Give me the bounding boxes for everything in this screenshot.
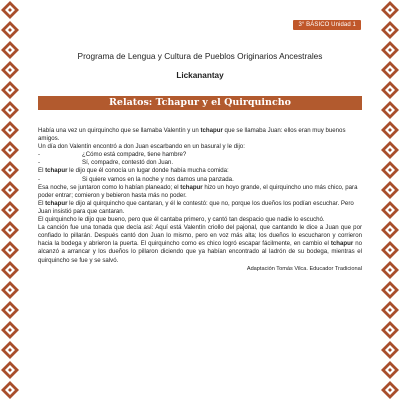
dialogue-line: - ¿Cómo está compadre, tiene hambre? [38,151,187,159]
story-paragraph: Había una vez un quirquincho que se llamaba Valentín y un tchapur que se llamaba Juan: ellos eran muy buenos amigos. [38,127,346,143]
story-paragraph: El tchapur le dijo al quirquincho que cantaran, y él le contestó: que no, porque los dueños los podían escuchar. Pero Juan insistió para que cantaran. [38,199,354,215]
story-paragraph: El quirquincho le dijo que bueno, pero que él cantaba primero, y cantó tan despacio que nadie lo escuchó. [38,216,325,224]
story-paragraph: Esa noche, se juntaron como lo habían planeado; el tchapur hizo un hoyo grande, el quirquincho uno más chico, para poder entrar; comieron y bebieron hasta más no poder. [38,183,358,199]
story-paragraph: La canción fue una tonada que decía así: Aquí está Valentín criollo del pajonal, que cantando le dice a Juan que por confiado lo pillarán. Después cantó don Juan lo mismo, pero en voz más alta; los dueños lo escucharon y corrieron hacia la bodega y abrieron la puerta. El quirquincho como es chico logró escapar fácilmente, en cambio el tchapur no alcanzó a arrancar y los dueños lo pillaron diciendo que ya habían encontrado al ladrón de su bodega, mientras el quirquincho se fue y se salvó. [38,224,362,264]
grade-badge: 3° BÁSICO Unidad 1 [293,20,361,30]
people-subtitle: Lickanantay [176,71,224,80]
program-title: Programa de Lengua y Cultura de Pueblos Originarios Ancestrales [77,51,323,61]
story-paragraph: El tchapur le dijo que él conocía un lugar donde había mucha comida: [38,167,229,175]
dialogue-line: - Sí, compadre, contestó don Juan. [38,159,174,167]
story-title-banner: Relatos: Tchapur y el Quirquincho [38,96,362,110]
story-paragraph: Un día don Valentín encontró a don Juan escarbando en un basural y le dijo: [38,143,245,151]
dialogue-line: - Si quiere vamos en la noche y nos damos una panzada. [38,175,234,183]
story-text [38,127,362,273]
adaptation-credit: Adaptación Tomás Vilca. Educador Tradicional [246,265,362,272]
